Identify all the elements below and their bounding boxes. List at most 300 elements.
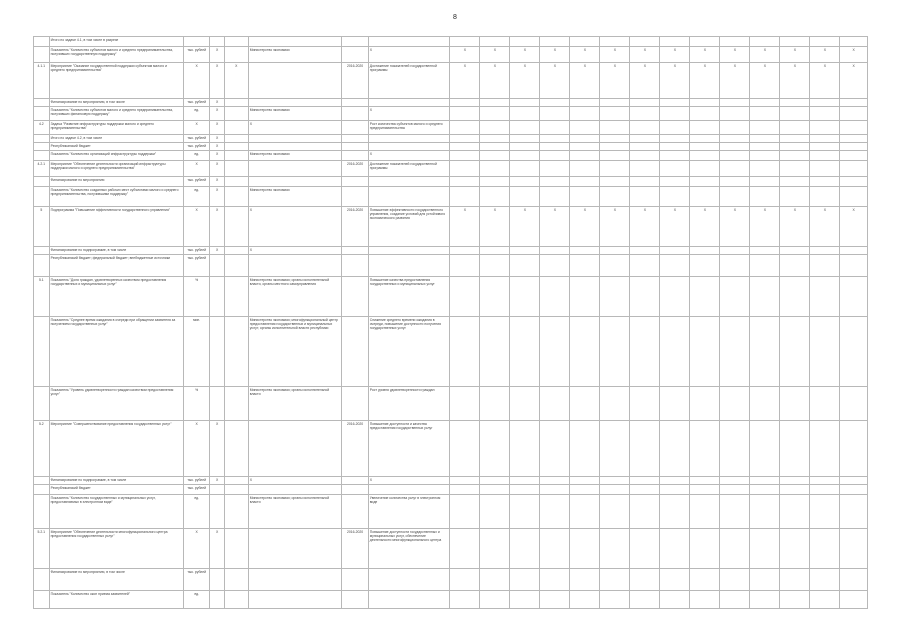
table-cell	[720, 529, 750, 569]
table-cell	[810, 477, 840, 485]
table-cell	[540, 99, 570, 107]
table-cell: Х	[210, 207, 224, 247]
table-row	[34, 177, 868, 187]
table-cell	[210, 569, 224, 591]
table-cell	[780, 161, 810, 177]
table-cell	[840, 485, 868, 495]
table-cell	[660, 107, 690, 121]
table-cell	[450, 591, 480, 609]
table-cell	[600, 277, 630, 317]
table-cell	[750, 99, 780, 107]
table-cell: Х	[368, 151, 450, 161]
table-row	[34, 161, 868, 177]
table-cell	[248, 63, 342, 99]
table-cell	[224, 143, 248, 151]
table-cell	[480, 477, 510, 485]
table-cell: тыс. рублей	[183, 47, 209, 63]
table-cell	[810, 177, 840, 187]
table-cell: Х	[368, 107, 450, 121]
table-cell: Повышение качества предоставления государственных и муниципальных услуг	[368, 277, 450, 317]
table-cell	[780, 421, 810, 477]
table-cell: Х	[210, 107, 224, 121]
table-cell	[540, 277, 570, 317]
table-cell	[34, 387, 50, 421]
table-cell	[600, 135, 630, 143]
table-cell	[540, 135, 570, 143]
table-cell	[510, 485, 540, 495]
table-cell	[368, 99, 450, 107]
table-cell	[368, 187, 450, 207]
table-cell: Увеличение количества услуг в электронном виде	[368, 495, 450, 529]
table-cell	[570, 495, 600, 529]
table-cell	[840, 187, 868, 207]
table-cell	[540, 187, 570, 207]
table-cell	[450, 277, 480, 317]
table-cell	[540, 569, 570, 591]
table-cell: Х	[630, 207, 660, 247]
table-cell: Показатель "Количество государственных и муниципальных услуг, предоставляемых в электронном виде"	[49, 495, 183, 529]
table-cell	[224, 591, 248, 609]
table-cell	[690, 143, 720, 151]
table-cell	[630, 255, 660, 277]
table-cell	[368, 569, 450, 591]
table-cell: Х	[600, 63, 630, 99]
table-cell	[840, 161, 868, 177]
table-cell	[660, 485, 690, 495]
table-cell	[750, 387, 780, 421]
table-cell	[540, 485, 570, 495]
table-cell	[630, 569, 660, 591]
table-cell	[342, 37, 368, 47]
table-cell	[690, 161, 720, 177]
table-cell	[342, 247, 368, 255]
table-cell	[600, 255, 630, 277]
table-cell	[224, 317, 248, 387]
table-cell: тыс. рублей	[183, 255, 209, 277]
table-cell: Финансирование по подпрограмме, в том числе	[49, 477, 183, 485]
table-cell	[660, 477, 690, 485]
table-cell	[510, 591, 540, 609]
table-cell: Мероприятие "Оказание государственной поддержки субъектам малого и среднего предпринимательства"	[49, 63, 183, 99]
table-cell	[570, 255, 600, 277]
table-cell	[660, 317, 690, 387]
table-cell	[510, 421, 540, 477]
table-cell	[840, 247, 868, 255]
table-cell	[224, 121, 248, 135]
table-cell	[480, 151, 510, 161]
table-cell	[750, 143, 780, 151]
table-cell: Х	[840, 47, 868, 63]
table-row	[34, 387, 868, 421]
table-cell	[840, 387, 868, 421]
table-cell	[660, 161, 690, 177]
table-cell: Х	[480, 63, 510, 99]
table-cell	[810, 277, 840, 317]
table-cell: Министерство экономики; органы исполнительной власти	[248, 387, 342, 421]
table-cell: Показатель "Количество субъектов малого и среднего предпринимательства, получивших государственную поддержку"	[49, 47, 183, 63]
table-cell	[690, 317, 720, 387]
table-cell	[630, 317, 660, 387]
table-cell: Х	[183, 161, 209, 177]
table-cell: Х	[660, 207, 690, 247]
table-cell	[600, 529, 630, 569]
table-cell	[660, 135, 690, 143]
table-cell	[34, 47, 50, 63]
table-cell	[690, 255, 720, 277]
table-cell: мин.	[183, 317, 209, 387]
table-cell	[570, 485, 600, 495]
table-row	[34, 255, 868, 277]
table-cell: Х	[450, 207, 480, 247]
table-cell	[750, 107, 780, 121]
table-cell	[660, 247, 690, 255]
table-cell	[450, 421, 480, 477]
table-cell	[690, 135, 720, 143]
table-cell: 5.1	[34, 277, 50, 317]
table-cell	[660, 37, 690, 47]
table-cell	[780, 151, 810, 161]
table-cell: 4.2.1	[34, 161, 50, 177]
table-cell	[690, 495, 720, 529]
table-cell	[480, 529, 510, 569]
table-cell: Итого по задаче 4.2, в том числе	[49, 135, 183, 143]
table-cell: тыс. рублей	[183, 485, 209, 495]
table-cell	[660, 99, 690, 107]
table-cell	[720, 161, 750, 177]
table-cell: Х	[210, 47, 224, 63]
table-cell	[810, 529, 840, 569]
table-row	[34, 495, 868, 529]
table-cell	[224, 495, 248, 529]
table-cell: Министерство экономики	[248, 107, 342, 121]
table-cell: Х	[690, 63, 720, 99]
table-cell: ед.	[183, 151, 209, 161]
table-cell	[510, 151, 540, 161]
table-cell	[780, 485, 810, 495]
table-cell: %	[183, 387, 209, 421]
table-cell: Х	[540, 63, 570, 99]
table-cell: Х	[570, 207, 600, 247]
table-cell	[540, 255, 570, 277]
table-cell	[630, 247, 660, 255]
table-cell: Х	[183, 121, 209, 135]
table-cell	[660, 569, 690, 591]
table-cell	[810, 569, 840, 591]
table-cell	[342, 477, 368, 485]
table-cell	[224, 569, 248, 591]
table-cell	[480, 387, 510, 421]
table-cell	[630, 121, 660, 135]
table-cell	[450, 143, 480, 151]
table-cell	[780, 107, 810, 121]
table-cell: Х	[570, 47, 600, 63]
table-cell	[540, 591, 570, 609]
table-cell: Подпрограмма "Повышение эффективности государственного управления"	[49, 207, 183, 247]
table-cell	[840, 277, 868, 317]
table-cell	[450, 121, 480, 135]
table-cell	[780, 569, 810, 591]
table-cell: Итого по задаче 4.1, в том числе в разрезе	[49, 37, 183, 47]
table-cell: 5.2.1	[34, 529, 50, 569]
table-cell: Х	[210, 247, 224, 255]
table-cell	[720, 485, 750, 495]
table-cell: Х	[780, 47, 810, 63]
table-cell	[600, 317, 630, 387]
table-cell	[210, 255, 224, 277]
table-cell	[510, 277, 540, 317]
table-cell	[34, 317, 50, 387]
table-cell	[840, 177, 868, 187]
table-cell: Х	[210, 143, 224, 151]
table-cell	[660, 121, 690, 135]
table-cell	[750, 477, 780, 485]
table-cell	[750, 421, 780, 477]
table-cell: Х	[183, 529, 209, 569]
table-cell	[810, 99, 840, 107]
table-cell	[368, 485, 450, 495]
table-cell	[810, 37, 840, 47]
table-cell	[510, 177, 540, 187]
table-cell	[750, 569, 780, 591]
table-cell	[600, 177, 630, 187]
table-cell: Показатель "Уровень удовлетворенности граждан качеством предоставления услуг"	[49, 387, 183, 421]
table-row	[34, 135, 868, 143]
table-cell	[690, 247, 720, 255]
table-cell	[720, 477, 750, 485]
table-cell	[210, 37, 224, 47]
table-cell	[600, 591, 630, 609]
table-cell: тыс. рублей	[183, 477, 209, 485]
table-cell	[248, 99, 342, 107]
table-row	[34, 99, 868, 107]
table-cell	[780, 143, 810, 151]
table-cell	[342, 591, 368, 609]
table-cell	[600, 495, 630, 529]
table-cell	[750, 151, 780, 161]
table-cell	[540, 317, 570, 387]
table-cell	[660, 421, 690, 477]
table-cell: 2016-2020	[342, 63, 368, 99]
table-cell: Х	[750, 47, 780, 63]
table-cell	[34, 107, 50, 121]
table-cell	[660, 591, 690, 609]
table-cell: Х	[630, 63, 660, 99]
table-cell: Мероприятие "Обеспечение деятельности организаций инфраструктуры поддержки малого и среднего предпринимательства"	[49, 161, 183, 177]
table-cell: Х	[510, 207, 540, 247]
table-cell	[720, 177, 750, 187]
table-cell	[720, 143, 750, 151]
table-cell	[630, 187, 660, 207]
table-cell: тыс. рублей	[183, 135, 209, 143]
table-cell	[540, 495, 570, 529]
table-cell: Х	[210, 121, 224, 135]
table-cell: Повышение доступности и качества предоставления государственных услуг	[368, 421, 450, 477]
table-cell: Х	[480, 207, 510, 247]
table-cell	[248, 135, 342, 143]
table-cell: 2016-2020	[342, 207, 368, 247]
table-cell: тыс. рублей	[183, 247, 209, 255]
table-cell	[630, 591, 660, 609]
table-cell	[750, 255, 780, 277]
table-cell: 5.2	[34, 421, 50, 477]
table-cell	[34, 495, 50, 529]
table-row	[34, 187, 868, 207]
table-cell	[224, 485, 248, 495]
table-cell	[840, 99, 868, 107]
table-cell	[34, 485, 50, 495]
table-cell: Республиканский бюджет	[49, 485, 183, 495]
table-cell	[224, 107, 248, 121]
table-cell	[720, 247, 750, 255]
table-cell	[34, 187, 50, 207]
table-cell	[780, 529, 810, 569]
table-cell	[510, 187, 540, 207]
table-cell	[630, 151, 660, 161]
table-cell: Рост уровня удовлетворенности граждан	[368, 387, 450, 421]
table-row	[34, 207, 868, 247]
table-cell: Показатель "Количество созданных рабочих мест субъектами малого и среднего предпринимательства, получившими поддержку"	[49, 187, 183, 207]
table-cell	[630, 143, 660, 151]
table-cell: Х	[248, 207, 342, 247]
table-cell	[810, 135, 840, 143]
table-cell	[750, 317, 780, 387]
table-cell	[224, 277, 248, 317]
table-cell	[630, 421, 660, 477]
table-cell	[570, 477, 600, 485]
table-cell: Х	[248, 247, 342, 255]
table-cell	[210, 485, 224, 495]
table-cell	[224, 47, 248, 63]
table-cell	[630, 177, 660, 187]
table-cell	[630, 161, 660, 177]
table-cell	[540, 121, 570, 135]
table-row	[34, 277, 868, 317]
table-cell	[210, 387, 224, 421]
table-cell	[810, 107, 840, 121]
table-row	[34, 591, 868, 609]
table-cell	[570, 569, 600, 591]
table-cell: Х	[183, 63, 209, 99]
table-cell	[840, 317, 868, 387]
table-cell	[690, 477, 720, 485]
table-row	[34, 63, 868, 99]
table-row	[34, 47, 868, 63]
table-cell	[450, 529, 480, 569]
table-cell	[34, 177, 50, 187]
table-cell	[34, 99, 50, 107]
table-cell: Х	[630, 47, 660, 63]
table-cell	[342, 99, 368, 107]
table-cell	[540, 477, 570, 485]
table-cell	[540, 37, 570, 47]
table-cell: Мероприятие "Обеспечение деятельности многофункционального центра предоставления государственных услуг"	[49, 529, 183, 569]
table-cell: Показатель "Количество субъектов малого и среднего предпринимательства, получивших финансовую поддержку"	[49, 107, 183, 121]
table-cell	[34, 569, 50, 591]
table-cell	[34, 255, 50, 277]
table-cell: Х	[210, 477, 224, 485]
table-cell	[224, 477, 248, 485]
table-cell	[510, 107, 540, 121]
table-cell	[34, 37, 50, 47]
table-cell: тыс. рублей	[183, 177, 209, 187]
table-cell	[750, 37, 780, 47]
table-cell	[810, 255, 840, 277]
table-cell	[690, 485, 720, 495]
table-cell: Рост количества субъектов малого и среднего предпринимательства	[368, 121, 450, 135]
table-cell	[810, 121, 840, 135]
table-cell	[720, 387, 750, 421]
table-cell	[540, 177, 570, 187]
table-cell	[750, 247, 780, 255]
table-cell: Х	[183, 421, 209, 477]
table-cell	[690, 591, 720, 609]
table-cell	[540, 421, 570, 477]
table-cell: Х	[540, 207, 570, 247]
table-cell	[720, 151, 750, 161]
table-cell: Достижение показателей государственной программы	[368, 161, 450, 177]
table-cell: Х	[600, 47, 630, 63]
table-cell	[224, 247, 248, 255]
table-cell	[660, 529, 690, 569]
table-cell	[720, 317, 750, 387]
table-cell	[690, 187, 720, 207]
table-cell	[600, 421, 630, 477]
table-cell	[342, 255, 368, 277]
table-cell	[224, 207, 248, 247]
table-cell	[720, 277, 750, 317]
table-cell: Министерство экономики; органы исполнительной власти, органы местного самоуправления	[248, 277, 342, 317]
table-cell	[690, 387, 720, 421]
table-cell	[450, 569, 480, 591]
table-cell	[780, 177, 810, 187]
table-cell	[750, 177, 780, 187]
table-cell	[224, 421, 248, 477]
table-cell	[510, 477, 540, 485]
table-cell	[368, 255, 450, 277]
table-cell	[720, 135, 750, 143]
table-cell	[660, 177, 690, 187]
table-row	[34, 247, 868, 255]
table-cell	[570, 529, 600, 569]
table-cell	[630, 99, 660, 107]
table-cell: Мероприятие "Совершенствование предоставления государственных услуг"	[49, 421, 183, 477]
table-cell	[368, 135, 450, 143]
table-cell: тыс. рублей	[183, 143, 209, 151]
table-cell	[368, 591, 450, 609]
table-cell: Х	[210, 421, 224, 477]
table-cell: Х	[840, 63, 868, 99]
table-cell: Х	[720, 47, 750, 63]
table-cell: ед.	[183, 495, 209, 529]
table-cell	[510, 99, 540, 107]
table-cell	[720, 569, 750, 591]
table-cell: ед.	[183, 591, 209, 609]
table-cell: Задача "Развитие инфраструктуры поддержки малого и среднего предпринимательства"	[49, 121, 183, 135]
table-cell	[840, 421, 868, 477]
table-cell	[600, 151, 630, 161]
table-cell: Х	[368, 477, 450, 485]
table-cell: Х	[210, 529, 224, 569]
table-cell: Х	[248, 477, 342, 485]
table-cell: Х	[540, 47, 570, 63]
table-cell: Х	[210, 151, 224, 161]
table-cell	[810, 495, 840, 529]
table-cell	[480, 569, 510, 591]
table-cell	[183, 37, 209, 47]
table-cell	[750, 485, 780, 495]
table-cell	[600, 569, 630, 591]
table-cell: Х	[720, 207, 750, 247]
